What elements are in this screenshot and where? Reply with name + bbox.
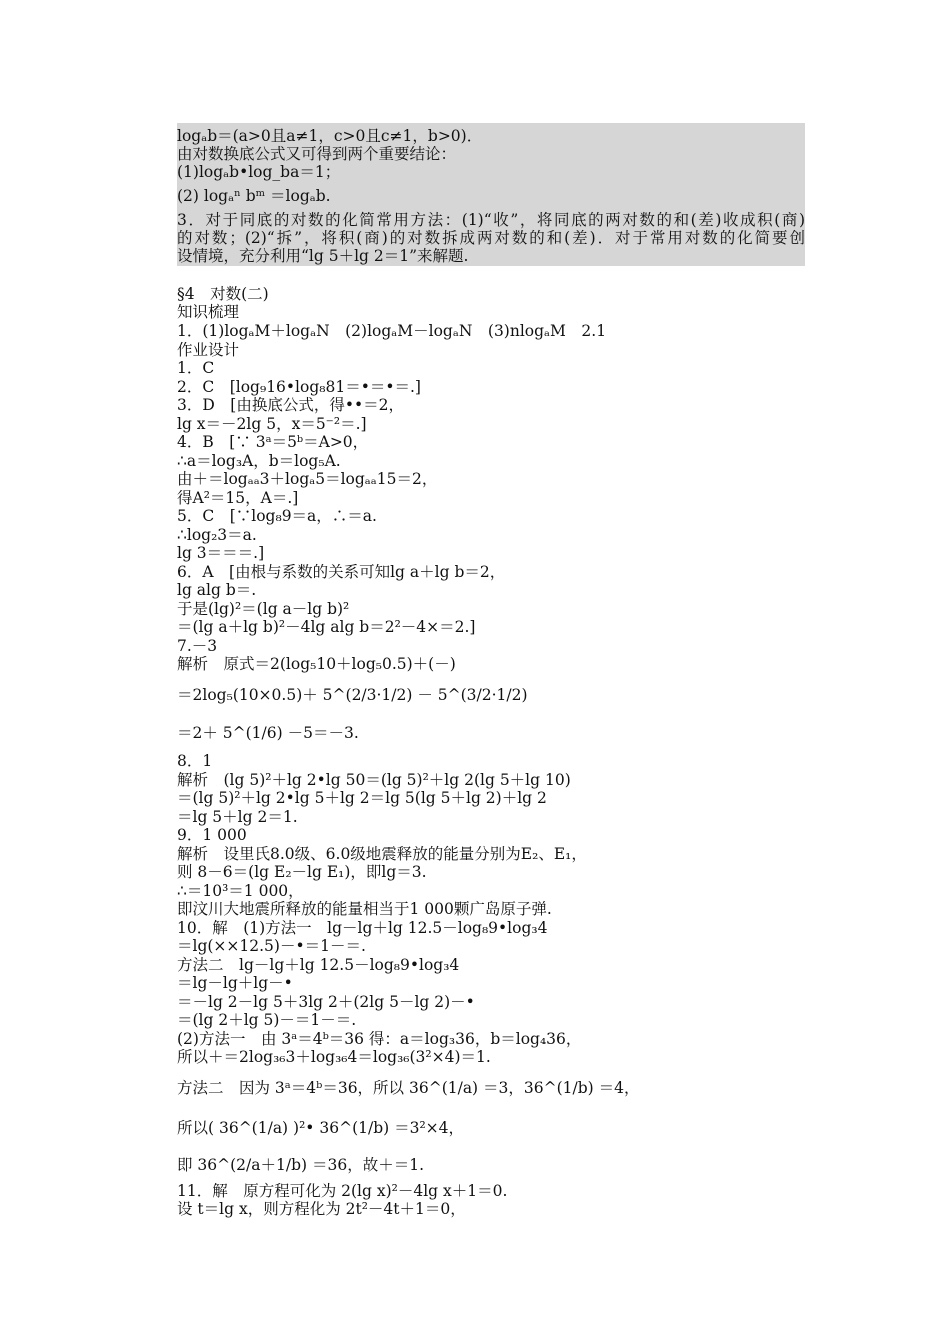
text-line: 2．C [log₉16•log₈81＝•＝•＝.] (177, 378, 421, 396)
text-line: 由＋＝logₐₐ3＋logₐ5＝logₐₐ15＝2， (177, 470, 438, 488)
text-line: ＝(lg 2＋lg 5)－＝1－＝. (177, 1011, 357, 1029)
text-line: lg alg b＝. (177, 581, 257, 599)
text-line: ＝(lg a＋lg b)²－4lg alg b＝2²－4×＝2.] (177, 618, 476, 636)
text-line: 11．解 原方程可化为 2(lg x)²－4lg x＋1＝0. (177, 1182, 508, 1200)
box-line: 设情境，充分利用“lg 5＋lg 2＝1”来解题. (177, 247, 469, 265)
text-line: 即 36^(2/a＋1/b) ＝36，故＋＝1. (177, 1156, 425, 1174)
text-line: ∴a＝log₃A，b＝log₅A. (177, 452, 341, 470)
text-line: 5．C [∵log₈9＝a，∴＝a. (177, 507, 377, 525)
box-line: 由对数换底公式又可得到两个重要结论： (177, 145, 457, 163)
box-line: logₐb＝(a>0且a≠1，c>0且c≠1，b>0)． (177, 127, 483, 145)
text-line: 7.－3 (177, 637, 218, 655)
text-line: ＝2＋ 5^(1/6) －5＝－3. (177, 724, 359, 742)
text-line: 方法二 因为 3ᵃ＝4ᵇ＝36，所以 36^(1/a) ＝3，36^(1/b) ＝4， (177, 1079, 640, 1097)
text-line: ∴log₂3＝a. (177, 526, 257, 544)
text-line: 方法二 lg－lg＋lg 12.5－log₈9•log₃4 (177, 956, 460, 974)
text-line: 解析 (lg 5)²＋lg 2•lg 50＝(lg 5)²＋lg 2(lg 5＋lg 10) (177, 771, 571, 789)
text-line: 8．1 (177, 752, 213, 770)
text-line: 则 8－6＝(lg E₂－lg E₁)，即lg＝3. (177, 863, 427, 881)
text-line: 1．C (177, 359, 215, 377)
box-line: (2) logₐⁿ bᵐ ＝logₐb. (177, 187, 331, 205)
box-line: 的对数；(2)“拆”，将积(商)的对数拆成两对数的和(差)．对于常用对数的化简要创 (177, 229, 805, 247)
box-line: (1)logₐb•log_ba＝1； (177, 163, 341, 181)
text-line: ∴＝10³＝1 000， (177, 882, 304, 900)
text-line: ＝lg－lg＋lg－• (177, 974, 293, 992)
text-line: 即汶川大地震所释放的能量相当于1 000颗广岛原子弹. (177, 900, 552, 918)
text-line: ＝2log₅(10×0.5)＋ 5^(2/3·1/2) － 5^(3/2·1/2) (177, 686, 528, 704)
text-line: 解析 设里氏8.0级、6.0级地震释放的能量分别为E₂、E₁， (177, 845, 587, 863)
text-line: 所以＋＝2log₃₆3＋log₃₆4＝log₃₆(3²×4)＝1. (177, 1048, 491, 1066)
text-line: 6．A [由根与系数的关系可知lg a＋lg b＝2， (177, 563, 506, 581)
text-line: ＝(lg 5)²＋lg 2•lg 5＋lg 2＝lg 5(lg 5＋lg 2)＋lg 2 (177, 789, 547, 807)
text-line: 设 t＝lg x，则方程化为 2t²－4t＋1＝0， (177, 1200, 466, 1218)
text-line: lg x＝－2lg 5，x＝5⁻²＝.] (177, 415, 367, 433)
text-line: lg 3＝＝＝.] (177, 544, 265, 562)
text-line: 3．D [由换底公式，得••＝2， (177, 396, 404, 414)
text-line: 10．解 (1)方法一 lg－lg＋lg 12.5－log₈9•log₃4 (177, 919, 548, 937)
text-line: 知识梳理 (177, 303, 240, 321)
text-line: 作业设计 (177, 341, 240, 359)
text-line: ＝lg 5＋lg 2＝1. (177, 808, 298, 826)
text-line: (2)方法一 由 3ᵃ＝4ᵇ＝36 得：a＝log₃36，b＝log₄36， (177, 1030, 582, 1048)
box-line: 3．对于同底的对数的化简常用方法：(1)“收”，将同底的两对数的和(差)收成积(商) (177, 211, 805, 229)
text-line: 1．(1)logₐM＋logₐN (2)logₐM－logₐN (3)nlogₐM 2.1 (177, 322, 607, 340)
text-line: 得A²＝15，A＝.] (177, 489, 299, 507)
text-line: ＝－lg 2－lg 5＋3lg 2＋(2lg 5－lg 2)－• (177, 993, 475, 1011)
section-heading: §4 对数(二) (177, 285, 269, 303)
text-line: 于是(lg)²＝(lg a－lg b)² (177, 600, 350, 618)
text-line: 4．B [∵ 3ᵃ＝5ᵇ＝A>0， (177, 433, 369, 451)
text-line: 解析 原式＝2(log₅10＋log₅0.5)＋(－) (177, 655, 456, 673)
text-line: 9．1 000 (177, 826, 247, 844)
text-line: 所以( 36^(1/a) )²• 36^(1/b) ＝3²×4， (177, 1119, 465, 1137)
text-line: ＝lg(××12.5)－•＝1－＝. (177, 937, 366, 955)
